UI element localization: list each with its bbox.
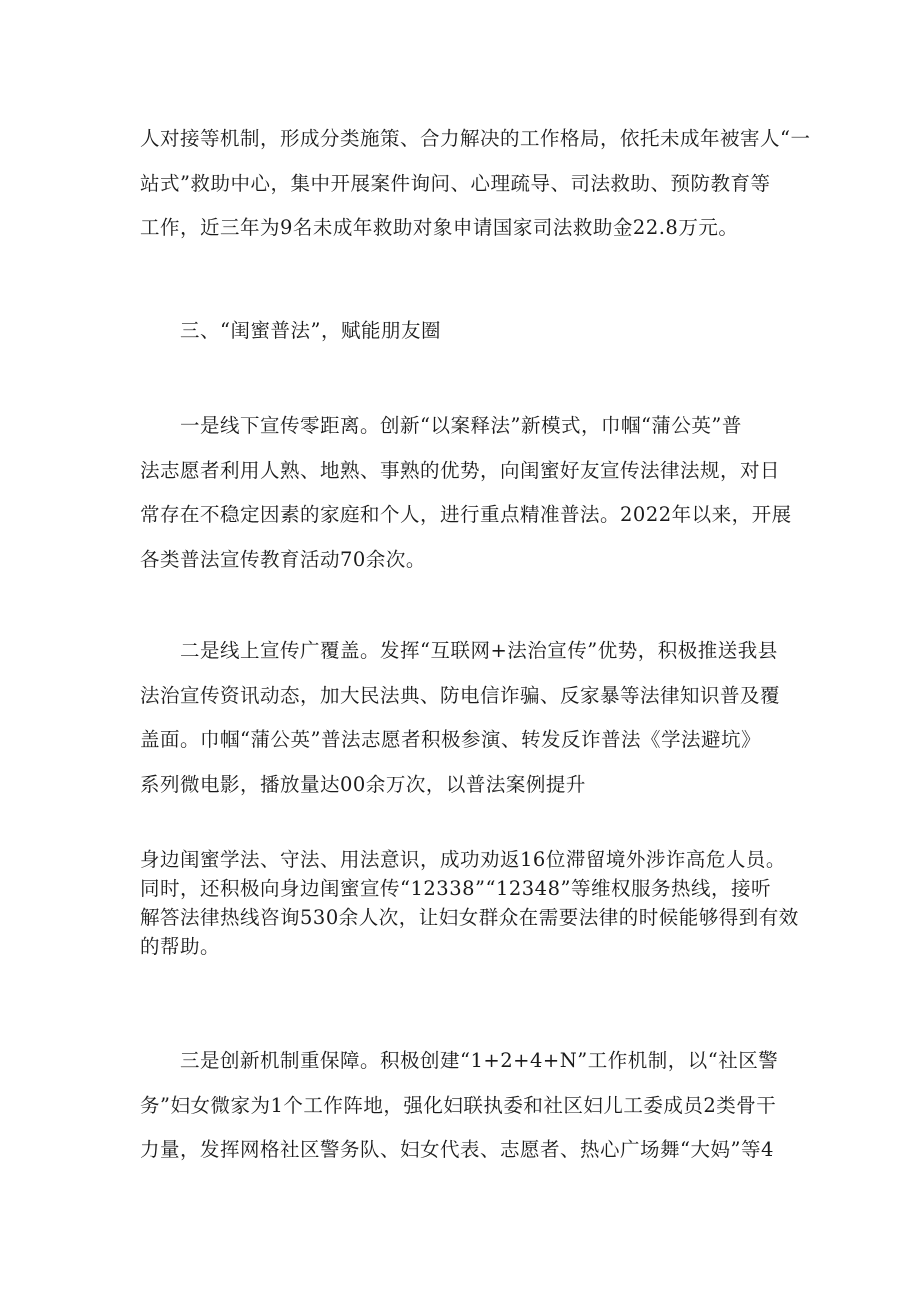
paragraph-online-publicity — [140, 629, 790, 807]
text-line: 盖面。巾帼“蒲公英”普法志愿者积极参演、转发反诈普法《学法避坑》 — [140, 728, 761, 751]
paragraph-online-continued — [140, 845, 799, 961]
text-line: 法志愿者利用人熟、地熟、事熟的优势，向闺蜜好友宣传法律法规，对日 — [140, 458, 781, 482]
text-line: 身边闺蜜学法、守法、用法意识，成功劝返16位滞留境外涉诈高危人员。 — [140, 848, 786, 871]
text-line: 人对接等机制，形成分类施策、合力解决的工作格局，依托未成年被害人“一 — [140, 127, 811, 150]
text-line: 工作，近三年为9名未成年救助对象申请国家司法救助金22.8万元。 — [140, 216, 739, 239]
text-line: 各类普法宣传教育活动70余次。 — [140, 547, 426, 571]
text-line: 系列微电影，播放量达00余万次，以普法案例提升 — [140, 772, 586, 796]
text-line: 三是创新机制重保障。积极创建“1+2+4+N”工作机制，以“社区警 — [180, 1049, 779, 1072]
section-title: 三、“闺蜜普法”，赋能朋友圈 — [180, 319, 441, 342]
text-line: 法治宣传资讯动态，加大民法典、防电信诈骗、反家暴等法律知识普及覆 — [140, 683, 781, 707]
paragraph-offline-publicity — [140, 404, 790, 582]
text-line: 的帮助。 — [140, 935, 221, 958]
text-line: 力量，发挥网格社区警务队、妇女代表、志愿者、热心广场舞“大妈”等4 — [140, 1138, 774, 1161]
text-line: 解答法律热线咨询530余人次，让妇女群众在需要法律的时候能够得到有效 — [140, 906, 799, 929]
text-line: 务”妇女微家为1个工作阵地，强化妇联执委和社区妇儿工委成员2类骨干 — [140, 1093, 777, 1117]
text-line: 二是线上宣传广覆盖。发挥“互联网+法治宣传”优势，积极推送我县 — [180, 639, 778, 662]
paragraph-continued — [140, 117, 811, 251]
text-line: 站式”救助中心，集中开展案件询问、心理疏导、司法救助、预防教育等 — [140, 171, 771, 195]
text-line: 同时，还积极向身边闺蜜宣传“12338”“12348”等维权服务热线，接听 — [140, 877, 771, 900]
section-heading — [140, 309, 790, 354]
paragraph-mechanism — [140, 1039, 790, 1173]
text-line: 一是线下宣传零距离。创新“以案释法”新模式，巾帼“蒲公英”普 — [180, 414, 742, 437]
text-line: 常存在不稳定因素的家庭和个人，进行重点精准普法。2022年以来，开展 — [140, 503, 792, 526]
